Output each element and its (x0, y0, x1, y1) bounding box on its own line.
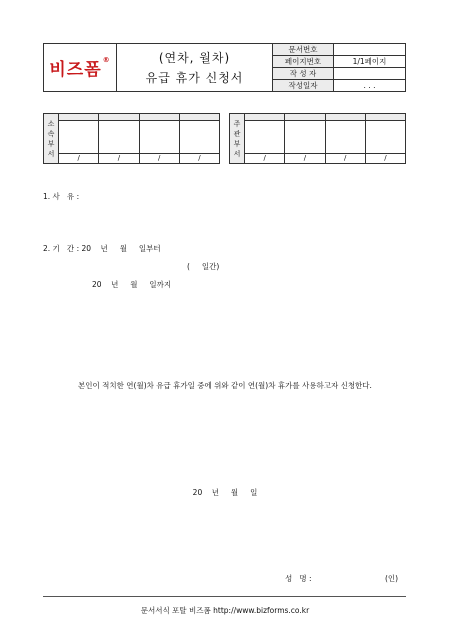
logo-cell (44, 44, 117, 92)
approval-header-cell (179, 114, 219, 121)
period-days-field[interactable]: ( 일간) (187, 262, 220, 271)
approval-date-cell[interactable]: / (325, 154, 365, 164)
period-end-field[interactable]: 20 년 월 일까지 (92, 280, 172, 289)
approval-sign-cell[interactable] (365, 121, 405, 154)
approval-header-cell (285, 114, 325, 121)
approval-header-cell (365, 114, 405, 121)
approval-date-cell[interactable]: / (139, 154, 179, 164)
approval-date-cell[interactable]: / (179, 154, 219, 164)
meta-value-doc-number[interactable] (334, 44, 406, 56)
reason-field[interactable]: 1. 사 유 : (43, 192, 80, 201)
approval-header-cell (245, 114, 285, 121)
approval-sign-cell[interactable] (99, 121, 139, 154)
footer-divider (43, 596, 406, 597)
approval-sign-cell[interactable] (179, 121, 219, 154)
approval-sign-cell[interactable] (139, 121, 179, 154)
registered-mark: ® (102, 56, 111, 64)
title-line-2: 유급 휴가 신청서 (145, 70, 244, 85)
meta-value-page-number: 1/1페이지 (334, 56, 406, 68)
approval-sign-cell[interactable] (325, 121, 365, 154)
logo-text: 비즈폼 (49, 60, 102, 80)
approval-sign-cell[interactable] (245, 121, 285, 154)
approval-date-cell[interactable]: / (245, 154, 285, 164)
approval-sign-cell[interactable] (59, 121, 99, 154)
meta-label-author: 작 성 자 (273, 68, 334, 80)
approval-header-cell (325, 114, 365, 121)
bizforms-logo (49, 55, 110, 80)
approval-sign-cell[interactable] (285, 121, 325, 154)
approval-date-cell[interactable]: / (365, 154, 405, 164)
application-statement: 본인이 적치한 연(월)차 유급 휴가일 중에 위와 같이 연(월)차 휴가를 사용하고자 신청한다. (78, 381, 372, 390)
approval-date-cell[interactable]: / (99, 154, 139, 164)
meta-value-date[interactable]: . . . (334, 80, 406, 92)
approval-box-belonging-dept (43, 113, 220, 164)
meta-label-page-number: 페이지번호 (273, 56, 334, 68)
approval-header-cell (59, 114, 99, 121)
approval-date-cell[interactable]: / (59, 154, 99, 164)
signature-label: 성 명 : (285, 574, 312, 583)
meta-label-date: 작성일자 (273, 80, 334, 92)
meta-value-author[interactable] (334, 68, 406, 80)
application-date-field[interactable]: 20 년 월 일 (192, 488, 258, 497)
seal-mark[interactable]: (인) (385, 574, 399, 583)
approval-header-cell (139, 114, 179, 121)
approval-side-label: 소 속 부 서 (44, 114, 59, 164)
approval-header-cell (99, 114, 139, 121)
title-line-1: (연차, 월차) (158, 50, 231, 65)
footer-text: 문서서식 포탈 비즈폼 http://www.bizforms.co.kr (140, 606, 310, 615)
approval-date-cell[interactable]: / (285, 154, 325, 164)
approval-box-managing-dept (229, 113, 406, 164)
document-title (117, 44, 273, 92)
period-start-field[interactable]: 2. 기 간 : 20 년 월 일부터 (43, 244, 161, 253)
approval-side-label: 주 관 부 서 (230, 114, 245, 164)
meta-label-doc-number: 문서번호 (273, 44, 334, 56)
document-header (43, 43, 406, 92)
